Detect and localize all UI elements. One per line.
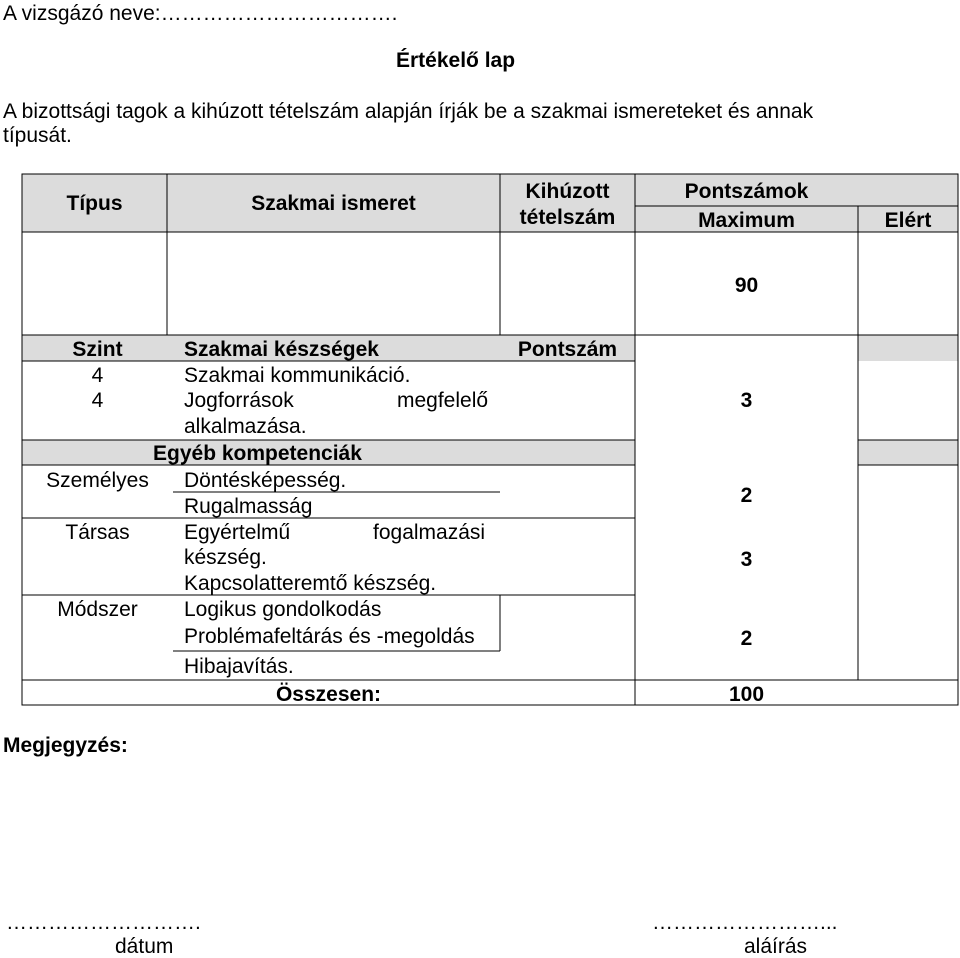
date-label: dátum bbox=[115, 935, 174, 958]
skill-name: fogalmazási bbox=[373, 521, 486, 544]
skill-name: alkalmazása. bbox=[184, 415, 307, 438]
col-header-elert: Elért bbox=[884, 209, 932, 232]
skill-level: 4 bbox=[91, 364, 104, 387]
note-label: Megjegyzés: bbox=[3, 734, 128, 757]
skill-name: megfelelő bbox=[397, 389, 489, 412]
col-header-maximum: Maximum bbox=[698, 209, 795, 232]
skill-name: Egyértelmű bbox=[184, 521, 291, 544]
total-value: 100 bbox=[728, 683, 765, 706]
skill-name: Problémafeltárás és -megoldás bbox=[184, 625, 475, 648]
col-header-szakmai-keszsegek: Szakmai készségek bbox=[184, 338, 379, 361]
skill-name: Döntésképesség. bbox=[184, 469, 347, 492]
col-header-tetelszam: tételszám bbox=[519, 206, 616, 229]
competency-type-method: Módszer bbox=[57, 598, 138, 621]
intro-text-line-1: A bizottsági tagok a kihúzott tételszám alapján írják be a szakmai ismereteket és annak bbox=[3, 100, 814, 123]
points-value: 3 bbox=[740, 389, 753, 412]
skill-name: Jogforrások bbox=[184, 389, 294, 412]
skill-level: 4 bbox=[91, 389, 104, 412]
max-points-value: 90 bbox=[734, 274, 759, 297]
skill-name: Szakmai kommunikáció. bbox=[184, 364, 411, 387]
competency-type-personal: Személyes bbox=[46, 469, 149, 492]
skill-name: Kapcsolatteremtő készség. bbox=[184, 572, 437, 595]
skill-name: Hibajavítás. bbox=[184, 655, 294, 678]
competency-type-social: Társas bbox=[65, 521, 130, 544]
col-header-pontszam: Pontszám bbox=[517, 338, 618, 361]
col-header-tipus: Típus bbox=[66, 192, 123, 215]
signature-dots: ……………………... bbox=[652, 911, 838, 934]
total-label: Összesen: bbox=[275, 683, 382, 706]
col-header-kihuzott: Kihúzott bbox=[525, 180, 610, 203]
points-value: 2 bbox=[740, 627, 753, 650]
other-competencies-header: Egyéb kompetenciák bbox=[153, 442, 362, 465]
signature-label: aláírás bbox=[744, 935, 808, 958]
intro-text-line-2: típusát. bbox=[3, 124, 72, 147]
skill-name: Logikus gondolkodás bbox=[184, 598, 382, 621]
page-title: Értékelő lap bbox=[396, 49, 516, 72]
points-value: 3 bbox=[740, 548, 753, 571]
date-dots: ………………………. bbox=[6, 911, 201, 934]
col-header-pontszamok: Pontszámok bbox=[684, 180, 809, 203]
skill-name: Rugalmasság bbox=[184, 495, 313, 518]
col-header-szint: Szint bbox=[72, 338, 123, 361]
examinee-name-line: A vizsgázó neve:……………………………. bbox=[3, 2, 398, 25]
skill-name: készség. bbox=[184, 546, 267, 569]
points-value: 2 bbox=[740, 484, 753, 507]
col-header-szakmai-ismeret: Szakmai ismeret bbox=[251, 192, 416, 215]
